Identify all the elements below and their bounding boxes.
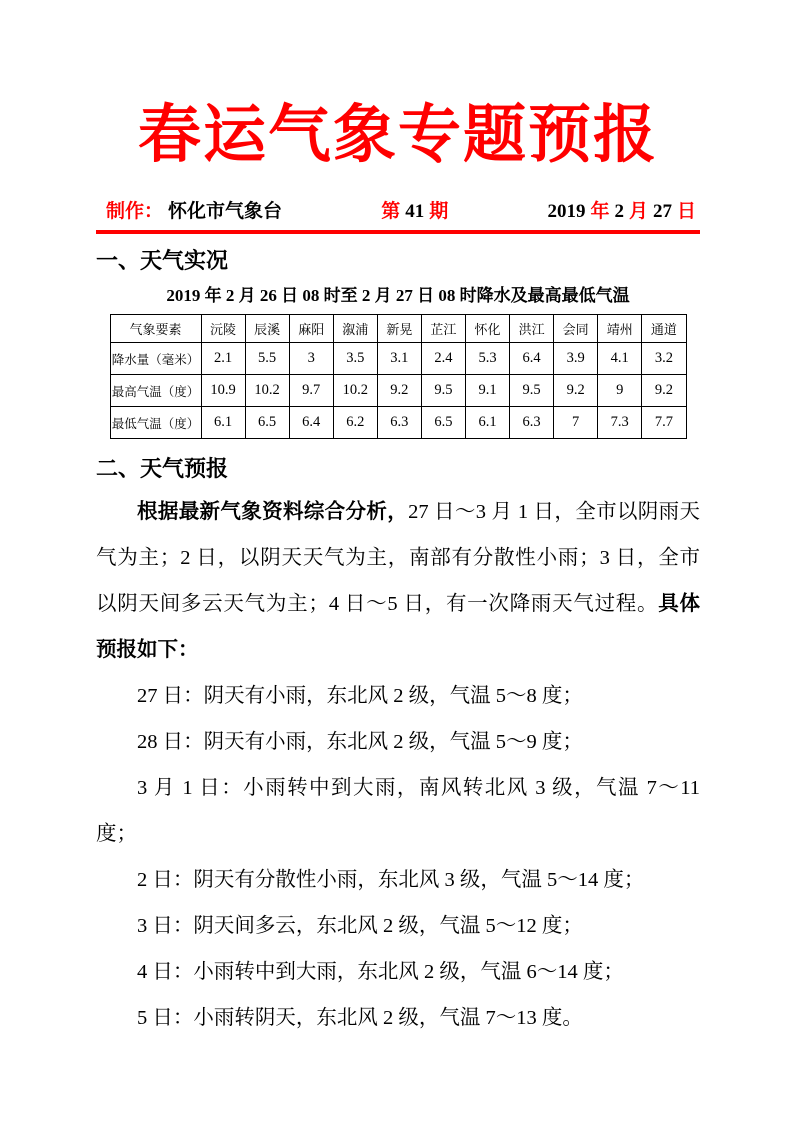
date-month: 2 <box>614 201 624 222</box>
table-cell: 5.5 <box>245 343 289 375</box>
forecast-line-mar3: 3 日：阴天间多云，东北风 2 级，气温 5～12 度； <box>137 915 583 937</box>
issue-prefix: 第 <box>381 201 401 222</box>
table-cell: 9.2 <box>377 375 421 407</box>
table-cell: 2.1 <box>201 343 245 375</box>
date-day-unit: 日 <box>676 201 696 222</box>
intro-tail-bold: 具体预报如下： <box>96 593 701 661</box>
table-cell: 6.1 <box>201 407 245 439</box>
issue-number-group <box>381 196 448 223</box>
date-year-unit: 年 <box>590 201 610 222</box>
forecast-line-feb28: 28 日：阴天有小雨，东北风 2 级，气温 5～9 度； <box>137 731 583 753</box>
table-cell: 9.5 <box>510 375 554 407</box>
table-cell: 4.1 <box>598 343 642 375</box>
date-year: 2019 <box>547 201 586 222</box>
table-cell: 9.2 <box>642 375 686 407</box>
document-title: 春运气象专题预报 <box>138 100 658 170</box>
table-cell: 9.1 <box>465 375 509 407</box>
table-cell: 3.9 <box>554 343 598 375</box>
table-cell: 6.5 <box>245 407 289 439</box>
producer-value: 怀化市气象台 <box>168 201 283 222</box>
table-cell: 3.2 <box>642 343 686 375</box>
intro-lead-bold: 根据最新气象资料综合分析， <box>137 501 409 523</box>
table-cell: 6.3 <box>377 407 421 439</box>
producer-group <box>106 196 282 223</box>
section1-heading: 一、天气实况 <box>96 248 229 273</box>
table-cell: 6.2 <box>333 407 377 439</box>
table-cell: 6.4 <box>289 407 333 439</box>
weather-table <box>110 314 687 439</box>
table-cell: 5.3 <box>465 343 509 375</box>
table-header-cell: 新晃 <box>377 315 421 343</box>
table-cell: 9 <box>598 375 642 407</box>
table-cell: 6.1 <box>465 407 509 439</box>
table-cell: 6.3 <box>510 407 554 439</box>
issue-date-group <box>547 196 696 223</box>
issue-suffix: 期 <box>429 201 449 222</box>
table-cell: 3 <box>289 343 333 375</box>
intro-body-text: 27 日～3 月 1 日，全市以阴雨天气为主；2 日，以阴天天气为主，南部有分散性小雨；3 日，全市以阴天间多云天气为主；4 日～5 日，有一次降雨天气过程。 <box>96 501 701 615</box>
table-header-cell: 会同 <box>554 315 598 343</box>
producer-label: 制作： <box>106 201 164 222</box>
forecast-line-mar1: 3 月 1 日：小雨转中到大雨，南风转北风 3 级，气温 7～11 度； <box>96 777 700 845</box>
table-header-row <box>110 315 686 343</box>
masthead-divider-rule <box>96 230 700 234</box>
table-row-min-temp <box>110 407 686 439</box>
table-cell: 7.7 <box>642 407 686 439</box>
table-header-cell: 靖州 <box>598 315 642 343</box>
row-label: 最高气温（度） <box>110 375 201 407</box>
forecast-intro-paragraph <box>96 489 700 673</box>
table-cell: 3.5 <box>333 343 377 375</box>
table-cell: 10.2 <box>333 375 377 407</box>
row-label: 降水量（毫米） <box>110 343 201 375</box>
table-cell: 9.7 <box>289 375 333 407</box>
table-cell: 2.4 <box>421 343 465 375</box>
table-header-cell: 麻阳 <box>289 315 333 343</box>
table-cell: 10.9 <box>201 375 245 407</box>
masthead <box>96 196 700 223</box>
table-header-cell: 通道 <box>642 315 686 343</box>
table-header-cell: 辰溪 <box>245 315 289 343</box>
table-cell: 3.1 <box>377 343 421 375</box>
table-cell: 9.5 <box>421 375 465 407</box>
table-header-cell: 怀化 <box>465 315 509 343</box>
row-label: 最低气温（度） <box>110 407 201 439</box>
weather-table-title: 2019 年 2 月 26 日 08 时至 2 月 27 日 08 时降水及最高最低气温 <box>166 286 630 305</box>
table-header-cell: 芷江 <box>421 315 465 343</box>
table-cell: 6.5 <box>421 407 465 439</box>
table-cell: 6.4 <box>510 343 554 375</box>
table-row-max-temp <box>110 375 686 407</box>
table-row-precipitation <box>110 343 686 375</box>
forecast-line-mar5: 5 日：小雨转阴天，东北风 2 级，气温 7～13 度。 <box>137 1007 583 1029</box>
table-cell: 7.3 <box>598 407 642 439</box>
date-day: 27 <box>652 201 672 222</box>
table-header-cell: 沅陵 <box>201 315 245 343</box>
issue-number: 41 <box>405 201 425 222</box>
table-header-cell: 洪江 <box>510 315 554 343</box>
section2-heading: 二、天气预报 <box>96 456 229 481</box>
table-cell: 9.2 <box>554 375 598 407</box>
table-cell: 7 <box>554 407 598 439</box>
forecast-line-mar2: 2 日：阴天有分散性小雨，东北风 3 级，气温 5～14 度； <box>137 869 645 891</box>
table-header-cell: 气象要素 <box>110 315 201 343</box>
table-cell: 10.2 <box>245 375 289 407</box>
table-header-cell: 溆浦 <box>333 315 377 343</box>
forecast-line-mar4: 4 日：小雨转中到大雨，东北风 2 级，气温 6～14 度； <box>137 961 624 983</box>
date-month-unit: 月 <box>628 201 648 222</box>
forecast-line-feb27: 27 日：阴天有小雨，东北风 2 级，气温 5～8 度； <box>137 685 583 707</box>
